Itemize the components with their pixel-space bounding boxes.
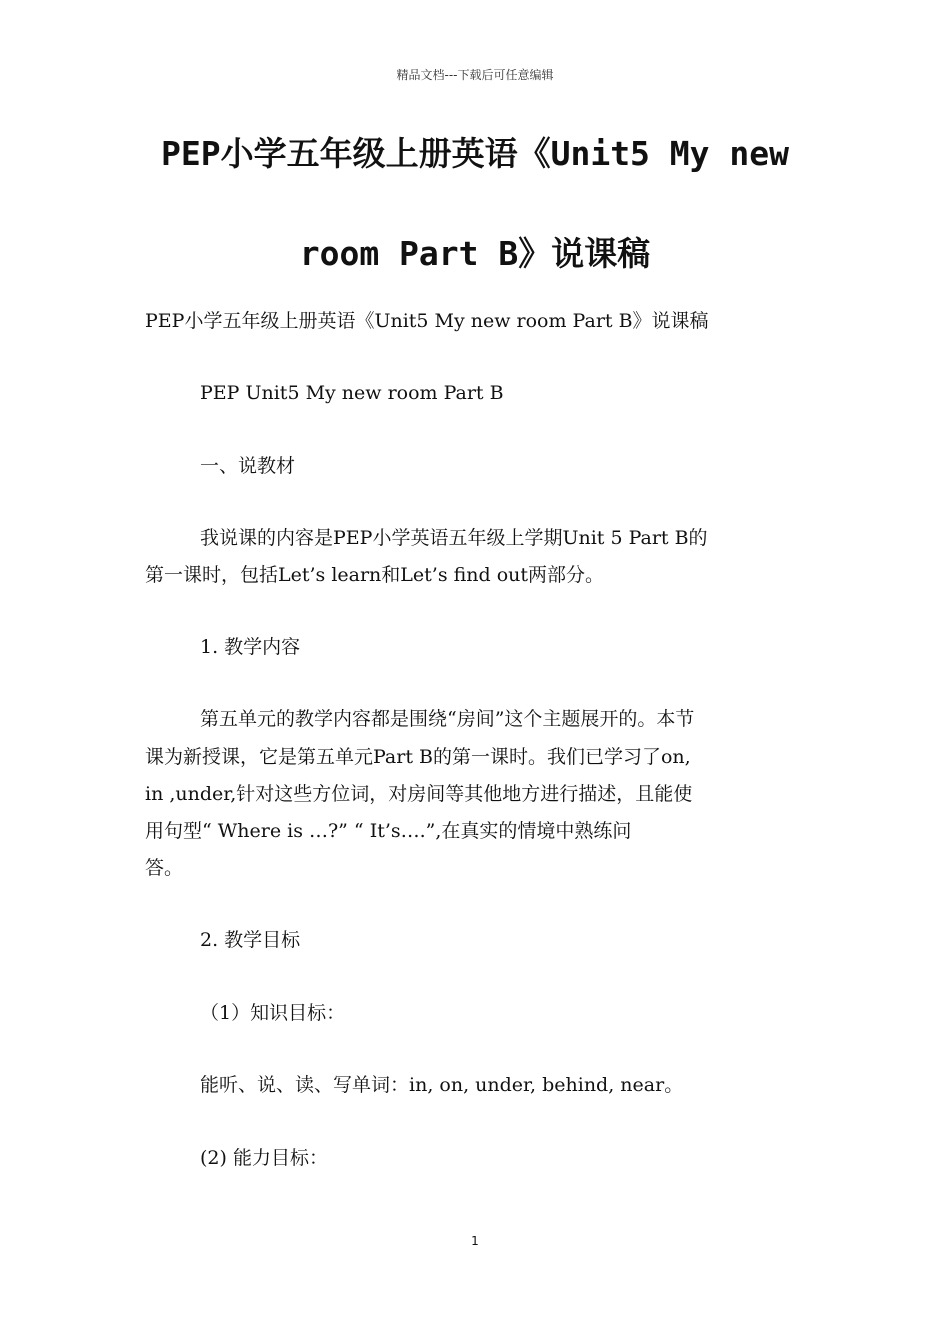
paragraph-line: 答。: [145, 857, 184, 879]
page-number: 1: [471, 1234, 479, 1248]
subsection-heading: 2. 教学目标: [200, 929, 301, 951]
subtitle: PEP小学五年级上册英语《Unit5 My new room Part B》说课稿: [145, 310, 709, 332]
paragraph-line: 第一课时，包括Let’s learn和Let’s find out两部分。: [145, 564, 605, 586]
paragraph-line: 我说课的内容是PEP小学英语五年级上学期Unit 5 Part B的: [200, 527, 708, 549]
paragraph-line: in ,under,针对这些方位词，对房间等其他地方进行描述，且能使: [145, 783, 693, 805]
document-title-line-2: room Part B》说课稿: [299, 234, 651, 273]
page-header: 精品文档---下载后可任意编辑: [396, 68, 554, 82]
section-heading: 一、说教材: [200, 455, 296, 477]
paragraph-line: 课为新授课，它是第五单元Part B的第一课时。我们已学习了on,: [145, 746, 691, 768]
paragraph-line: 第五单元的教学内容都是围绕“房间”这个主题展开的。本节: [200, 708, 695, 730]
document-title-line-1: PEP小学五年级上册英语《Unit5 My new: [160, 134, 789, 173]
goal-heading: （1）知识目标：: [200, 1002, 346, 1024]
paragraph-line: 能听、说、读、写单词：in, on, under, behind, near。: [200, 1074, 684, 1096]
paragraph-line: 用句型“ Where is …?” “ It’s….”,在真实的情境中熟练问: [145, 820, 632, 842]
goal-heading: (2) 能力目标：: [200, 1147, 328, 1169]
subsection-heading: 1. 教学内容: [200, 636, 301, 658]
unit-line: PEP Unit5 My new room Part B: [200, 382, 504, 404]
